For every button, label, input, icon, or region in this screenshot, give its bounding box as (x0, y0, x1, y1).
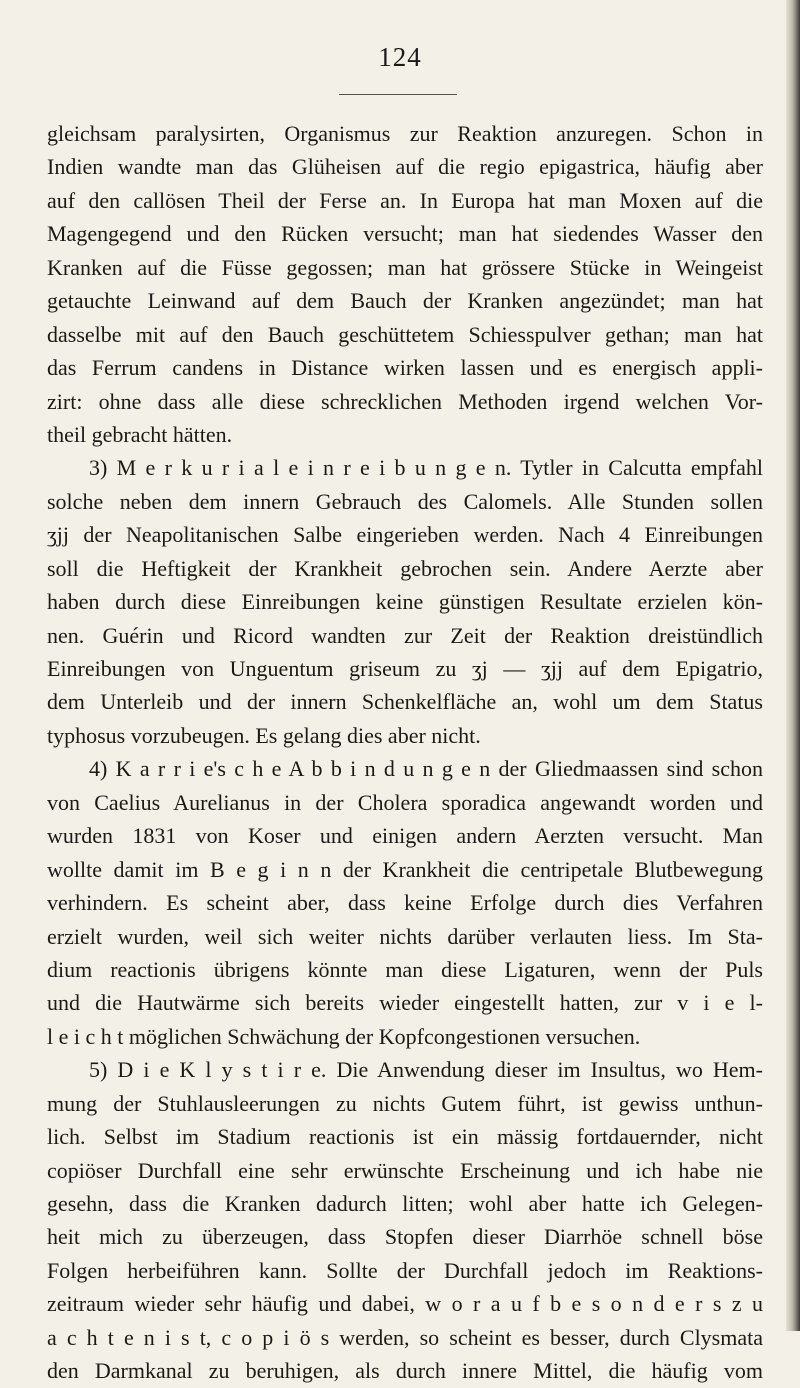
text-line: typhosus vorzubeugen. Es gelang dies aber nicht. (47, 722, 481, 748)
text-line: Kranken auf die Füsse gegossen; man hat grössere Stücke in Weingeist (47, 254, 763, 280)
text-line: getauchte Leinwand auf dem Bauch der Kranken angezündet; man hat (47, 288, 763, 314)
paragraph-2-merkurialeinreibungen (47, 451, 763, 752)
page-number: 124 (378, 42, 422, 72)
text-line: wollte damit im B e g i n n der Krankheit die centripetale Blutbewegung (47, 856, 763, 882)
text-line: a c h t e n i s t, c o p i ö s werden, so scheint es besser, durch Clysmata (47, 1324, 763, 1350)
text-line: gleichsam paralysirten, Organismus zur Reaktion anzuregen. Schon in (47, 121, 763, 146)
text-line: lich. Selbst im Stadium reactionis ist ein mässig fortdauernder, nicht (47, 1124, 763, 1150)
text-line: theil gebracht hätten. (47, 421, 233, 447)
text-line: solche neben dem innern Gebrauch des Calomels. Alle Stunden sollen (47, 488, 763, 514)
text-line: ʒjj der Neapolitanischen Salbe eingerieben werden. Nach 4 Einreibungen (47, 522, 763, 548)
text-line: Folgen herbeiführen kann. Sollte der Durchfall jedoch im Reaktions- (47, 1257, 763, 1283)
text-line: auf den callösen Theil der Ferse an. In Europa hat man Moxen auf die (47, 187, 763, 213)
text-line: Einreibungen von Unguentum griseum zu ʒj — ʒjj auf dem Epigatrio, (47, 656, 763, 681)
text-line: dasselbe mit auf den Bauch geschüttetem Schiesspulver gethan; man hat (47, 321, 763, 347)
paragraph-1 (47, 117, 763, 451)
text-line: soll die Heftigkeit der Krankheit gebrochen sein. Andere Aerzte aber (47, 555, 763, 581)
text-line: copiöser Durchfall eine sehr erwünschte Erscheinung und ich habe nie (47, 1157, 763, 1183)
text-line: l e i c h t möglichen Schwächung der Kopfcongestionen versuchen. (47, 1023, 641, 1049)
text-line: gesehn, dass die Kranken dadurch litten; wohl aber hatte ich Gelegen- (47, 1191, 763, 1216)
text-line: 5) D i e K l y s t i r e. Die Anwendung dieser im Insultus, wo Hem- (89, 1057, 763, 1083)
text-line: heit mich zu überzeugen, dass Stopfen dieser Diarrhöe schnell böse (47, 1224, 763, 1250)
text-line: erzielt wurden, weil sich weiter nichts darüber verlauten liess. Im Sta- (47, 923, 763, 949)
text-line: 4) K a r r i e's c h e A b b i n d u n g e n der Gliedmaassen sind schon (89, 756, 763, 782)
text-line: zirt: ohne dass alle diese schrecklichen Methoden irgend welchen Vor- (47, 388, 763, 414)
text-line: Indien wandte man das Glüheisen auf die regio epigastrica, häufig aber (47, 154, 763, 180)
text-line: haben durch diese Einreibungen keine günstigen Resultate erzielen kön- (47, 589, 763, 615)
text-line: verhindern. Es scheint aber, dass keine Erfolge durch dies Verfahren (47, 890, 763, 916)
text-line: dem Unterleib und der innern Schenkelfläche an, wohl um dem Status (47, 689, 763, 715)
text-line: von Caelius Aurelianus in der Cholera sporadica angewandt worden und (47, 789, 763, 815)
page-edge-shadow (786, 0, 800, 1331)
body-text (47, 117, 763, 1388)
text-line: und die Hautwärme sich bereits wieder eingestellt hatten, zur v i e l- (47, 990, 763, 1016)
text-line: den Darmkanal zu beruhigen, als durch innere Mittel, die häufig vom (47, 1358, 763, 1384)
text-line: wurden 1831 von Koser und einigen andern Aerzten versucht. Man (47, 823, 763, 849)
text-line: das Ferrum candens in Distance wirken lassen und es energisch appli- (47, 355, 763, 381)
text-line: dium reactionis übrigens könnte man diese Ligaturen, wenn der Puls (47, 956, 763, 982)
text-line: zeitraum wieder sehr häufig und dabei, w o r a u f b e s o n d e r s z u (47, 1291, 763, 1317)
text-line: Magengegend und den Rücken versucht; man hat siedendes Wasser den (47, 221, 763, 247)
text-line: nen. Guérin und Ricord wandten zur Zeit der Reaktion dreistündlich (47, 622, 763, 648)
paragraph-4-klystire (47, 1053, 763, 1387)
text-line: 3) M e r k u r i a l e i n r e i b u n g e n. Tytler in Calcutta empfahl (89, 455, 763, 481)
page-number-rule (339, 94, 457, 95)
text-line: mung der Stuhlausleerungen zu nichts Gutem führt, ist gewiss unthun- (47, 1090, 763, 1116)
paragraph-3-abbindungen (47, 752, 763, 1053)
